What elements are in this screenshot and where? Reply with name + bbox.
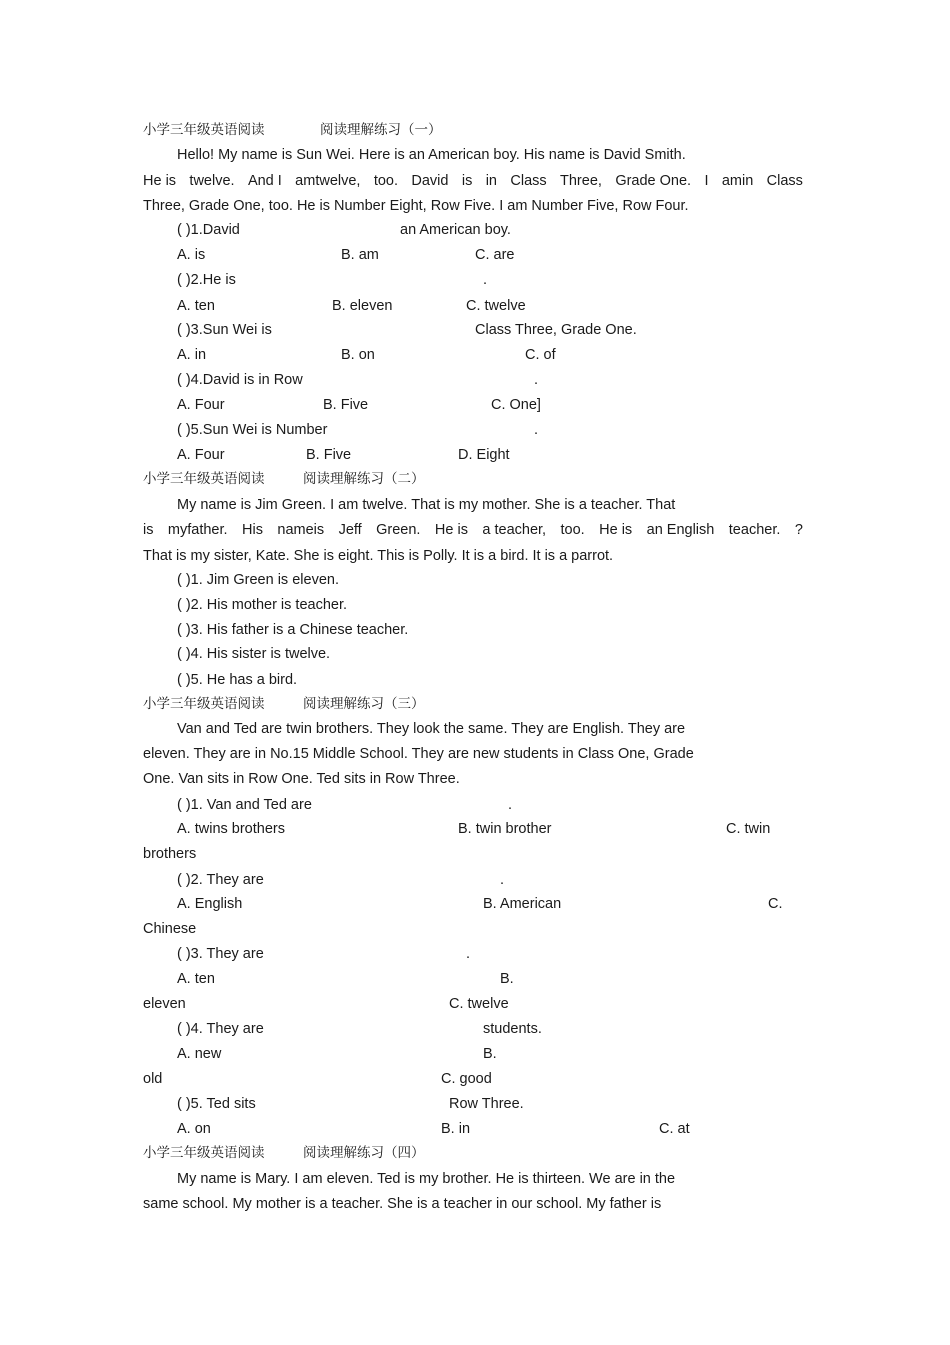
word: an English <box>646 522 715 538</box>
word: Class <box>510 173 547 189</box>
option-c: C. twin <box>726 821 771 837</box>
word: David <box>411 173 449 189</box>
word: twelve. <box>189 173 235 189</box>
word: teacher. <box>728 522 781 538</box>
word: And I <box>247 173 282 189</box>
word: Jeff <box>338 522 362 538</box>
option-b: B. twin brother <box>458 821 552 837</box>
section-heading: 小学三年级英语阅读 <box>143 696 265 712</box>
word: nameis <box>277 522 325 538</box>
section-heading: 小学三年级英语阅读 <box>143 471 265 487</box>
option-b: B. <box>500 971 514 987</box>
option-b: B. Five <box>323 397 369 413</box>
passage-line: That is my sister, Kate. She is eight. This is Polly. It is a bird. It is a parrot. <box>143 548 614 564</box>
word: Three, <box>560 173 602 189</box>
passage-line: Hello! My name is Sun Wei. Here is an American boy. His name is David Smith. <box>177 147 686 163</box>
passage-line: My name is Mary. I am eleven. Ted is my brother. He is thirteen. We are in the <box>177 1171 676 1187</box>
option-wrap: eleven <box>143 996 186 1012</box>
true-false-item: ( )1. Jim Green is eleven. <box>177 572 339 588</box>
option-b: B. Five <box>306 447 352 463</box>
option-a: A. English <box>177 896 243 912</box>
option-a: A. Four <box>177 447 225 463</box>
word: too. <box>373 173 399 189</box>
question-tail: . <box>534 372 539 388</box>
passage-line: same school. My mother is a teacher. She is a teacher in our school. My father is <box>143 1196 662 1212</box>
question-stem: ( )2.He is <box>177 272 236 288</box>
word: I <box>704 173 709 189</box>
option-c: C. at <box>659 1121 690 1137</box>
word: a teacher, <box>482 522 547 538</box>
section-title: 阅读理解练习（二） <box>303 471 425 487</box>
section-heading: 小学三年级英语阅读 <box>143 1145 265 1161</box>
option-c: C. are <box>475 247 515 263</box>
option-a: A. ten <box>177 298 215 314</box>
option-c: C. good <box>441 1071 492 1087</box>
section-title: 阅读理解练习（四） <box>303 1145 425 1161</box>
question-stem: ( )1. Van and Ted are <box>177 797 312 813</box>
option-wrap: brothers <box>143 846 197 862</box>
question-tail: . <box>466 946 471 962</box>
section-title: 阅读理解练习（一） <box>320 122 442 138</box>
question-stem: ( )5.Sun Wei is Number <box>177 422 328 438</box>
question-tail: . <box>500 872 505 888</box>
word: His <box>242 522 263 538</box>
question-stem: ( )5. Ted sits <box>177 1096 256 1112</box>
passage-line: Three, Grade One, too. He is Number Eight, Row Five. I am Number Five, Row Four. <box>143 198 689 214</box>
option-a: A. ten <box>177 971 215 987</box>
word: is <box>143 522 154 538</box>
word: amtwelve, <box>295 173 361 189</box>
question-tail: Row Three. <box>449 1096 524 1112</box>
question-tail: Class Three, Grade One. <box>475 322 637 338</box>
word: myfather. <box>167 522 228 538</box>
word: Grade One. <box>615 173 692 189</box>
true-false-item: ( )2. His mother is teacher. <box>177 597 348 613</box>
true-false-item: ( )3. His father is a Chinese teacher. <box>177 622 409 638</box>
option-b: B. American <box>483 896 562 912</box>
option-d: D. Eight <box>458 447 510 463</box>
question-stem: ( )4.David is in Row <box>177 372 303 388</box>
word: ? <box>794 522 803 538</box>
option-c: C. twelve <box>466 298 526 314</box>
passage-line: One. Van sits in Row One. Ted sits in Row Three. <box>143 771 460 787</box>
question-tail: an American boy. <box>400 222 511 238</box>
question-tail: . <box>534 422 539 438</box>
option-c: C. of <box>525 347 556 363</box>
section-title: 阅读理解练习（三） <box>303 696 425 712</box>
question-stem: ( )1.David <box>177 222 240 238</box>
passage-line-justified <box>143 521 803 539</box>
question-stem: ( )4. They are <box>177 1021 264 1037</box>
section-heading: 小学三年级英语阅读 <box>143 122 265 138</box>
word: Green. <box>376 522 421 538</box>
question-tail: students. <box>483 1021 542 1037</box>
option-a: A. Four <box>177 397 225 413</box>
question-stem: ( )2. They are <box>177 872 264 888</box>
option-wrap: old <box>143 1071 163 1087</box>
question-tail: . <box>483 272 488 288</box>
option-b: B. in <box>441 1121 471 1137</box>
word: is <box>461 173 473 189</box>
question-tail: . <box>508 797 513 813</box>
option-a: A. twins brothers <box>177 821 285 837</box>
question-stem: ( )3. They are <box>177 946 264 962</box>
option-c: C. <box>768 896 783 912</box>
true-false-item: ( )5. He has a bird. <box>177 672 298 688</box>
word: Class <box>766 173 803 189</box>
option-b: B. am <box>341 247 379 263</box>
passage-line-justified <box>143 172 803 190</box>
word: He is <box>143 173 177 189</box>
option-wrap: Chinese <box>143 921 197 937</box>
word: He is <box>434 522 468 538</box>
true-false-item: ( )4. His sister is twelve. <box>177 646 331 662</box>
option-c: C. One] <box>491 397 541 413</box>
word: too. <box>560 522 585 538</box>
option-a: A. is <box>177 247 206 263</box>
option-b: B. eleven <box>332 298 393 314</box>
option-b: B. on <box>341 347 375 363</box>
question-stem: ( )3.Sun Wei is <box>177 322 272 338</box>
word: amin <box>721 173 754 189</box>
option-b: B. <box>483 1046 497 1062</box>
passage-line: My name is Jim Green. I am twelve. That is my mother. She is a teacher. That <box>177 497 676 513</box>
option-a: A. new <box>177 1046 222 1062</box>
option-a: A. in <box>177 347 207 363</box>
word: in <box>485 173 497 189</box>
option-c: C. twelve <box>449 996 509 1012</box>
passage-line: Van and Ted are twin brothers. They look the same. They are English. They are <box>177 721 686 737</box>
passage-line: eleven. They are in No.15 Middle School. They are new students in Class One, Grade <box>143 746 694 762</box>
option-a: A. on <box>177 1121 211 1137</box>
word: He is <box>599 522 633 538</box>
